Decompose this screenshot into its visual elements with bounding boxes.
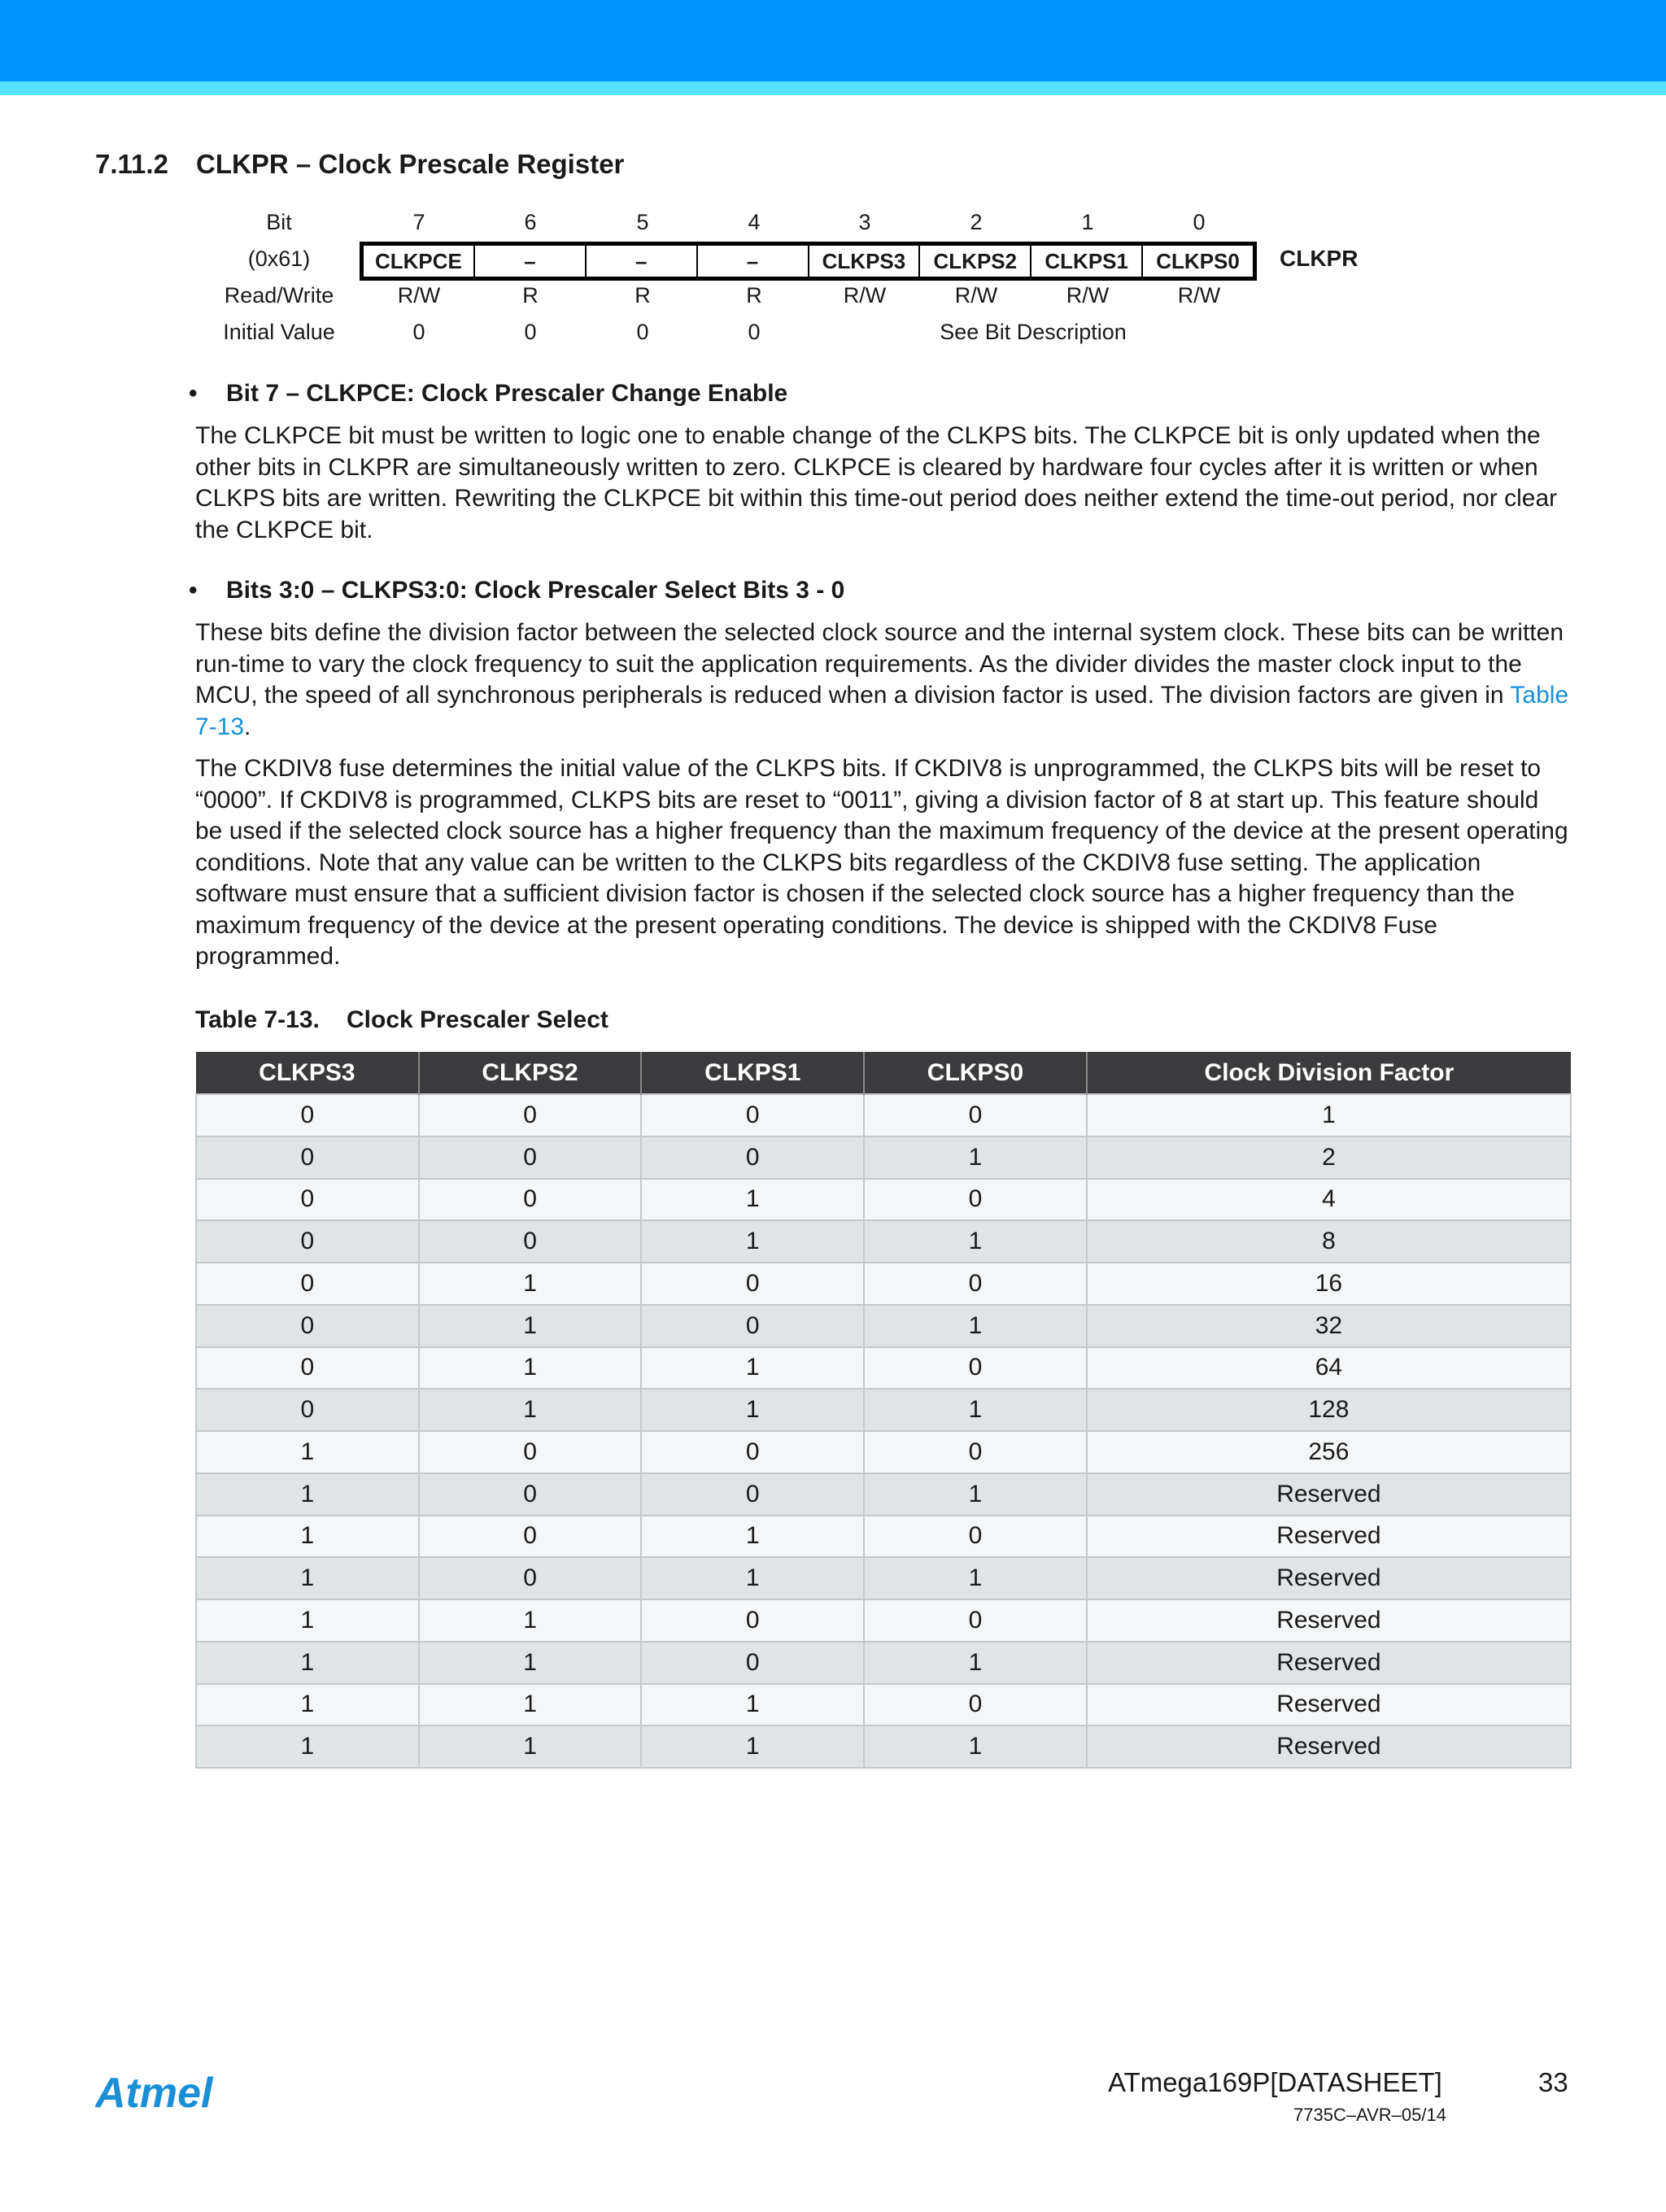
table-row <box>196 1431 1571 1473</box>
table-cell: 0 <box>419 1137 642 1179</box>
ckdiv8-description: The CKDIV8 fuse determines the initial value of the CLKPS bits. If CKDIV8 is unprogrammed, the CLKPS bits will be reset to “0000”. If CKDIV8 is programmed, CLKPS bits are reset to “0011”, giving a division factor of 8 at start up. This feature should be used if the selected clock source has a higher frequency than the maximum frequency of the device at the present operating conditions. Note that any value can be written to the CLKPS bits regardless of the CKDIV8 fuse setting. The application software must ensure that a sufficient division factor is chosen if the selected clock source has a higher frequency than the maximum frequency of the device at the present operating conditions. The device is shipped with the CKDIV8 Fuse programmed. <box>195 755 1568 970</box>
bits30-description <box>195 617 1570 743</box>
header-stripe <box>0 81 1666 95</box>
table-cell: Reserved <box>1087 1726 1571 1768</box>
prescaler-table <box>195 1052 1572 1769</box>
bit-number: 3 <box>858 210 871 234</box>
table-cell: 0 <box>864 1431 1087 1473</box>
bit7-description: The CLKPCE bit must be written to logic one to enable change of the CLKPS bits. The CLKPCE bit is only updated when the other bits in CLKPR are simultaneously written to zero. CLKPCE is cleared by hardware four cycles after it is written or when CLKPS bits are written. Rewriting the CLKPCE bit within this time-out period does neither extend the time-out period, nor clear the CLKPCE bit. <box>195 422 1558 543</box>
initial-value: 0 <box>412 320 425 344</box>
table-cell: 0 <box>641 1094 864 1137</box>
table-link[interactable]: Table 7-13 <box>195 682 1569 740</box>
logo-text: Atmel <box>95 2070 213 2115</box>
table-cell: 0 <box>196 1347 419 1390</box>
table-cell: 1 <box>864 1473 1087 1516</box>
table-cell: 0 <box>641 1642 864 1684</box>
atmel-logo <box>95 2066 242 2115</box>
table-row <box>196 1726 1571 1768</box>
bit-number: 6 <box>524 210 537 234</box>
table-cell: 4 <box>1087 1179 1571 1221</box>
bit-number: 7 <box>412 210 425 234</box>
table-cell: 0 <box>419 1220 642 1263</box>
table-cell: 0 <box>419 1516 642 1558</box>
table-title: Clock Prescaler Select <box>347 1006 608 1033</box>
access-value: R <box>746 283 762 308</box>
field-reserved: – <box>587 246 698 277</box>
bullet: • <box>189 380 198 407</box>
table-cell: 1 <box>196 1557 419 1599</box>
access-value: R/W <box>1177 283 1221 308</box>
table-cell: 0 <box>196 1305 419 1347</box>
table-cell: 1 <box>641 1179 864 1221</box>
table-cell: 1 <box>419 1726 642 1768</box>
table-cell: 256 <box>1087 1431 1571 1473</box>
table-cell: 0 <box>641 1473 864 1516</box>
table-cell: 1 <box>864 1220 1087 1263</box>
table-cell: 0 <box>864 1263 1087 1305</box>
bit-row-label: Bit <box>266 210 292 234</box>
table-row <box>196 1642 1571 1684</box>
bit-number: 1 <box>1081 210 1094 234</box>
bits30-text-end: . <box>244 713 251 740</box>
bits30-heading-text: Bits 3:0 – CLKPS3:0: Clock Prescaler Select Bits 3 - 0 <box>226 577 845 604</box>
table-cell: 0 <box>196 1094 419 1137</box>
table-cell: 0 <box>196 1137 419 1179</box>
field-reserved: – <box>475 246 587 277</box>
field-clkps2: CLKPS2 <box>920 246 1031 277</box>
table-cell: 1 <box>864 1726 1087 1768</box>
table-cell: 16 <box>1087 1263 1571 1305</box>
table-cell: Reserved <box>1087 1642 1571 1684</box>
table-row <box>196 1684 1571 1726</box>
table-cell: 0 <box>641 1263 864 1305</box>
table-cell: 1 <box>196 1684 419 1726</box>
table-cell: 1 <box>419 1684 642 1726</box>
table-row <box>196 1347 1571 1390</box>
column-header: Clock Division Factor <box>1087 1052 1571 1094</box>
table-row <box>196 1094 1571 1137</box>
field-clkpce: CLKPCE <box>364 246 475 277</box>
table-row <box>196 1137 1571 1179</box>
table-cell: 0 <box>641 1431 864 1473</box>
table-cell: 8 <box>1087 1220 1571 1263</box>
table-cell: 1 <box>864 1389 1087 1431</box>
column-header: CLKPS0 <box>864 1052 1087 1094</box>
table-cell: 0 <box>419 1557 642 1599</box>
table-cell: 0 <box>641 1137 864 1179</box>
bit-number: 0 <box>1193 210 1206 234</box>
header-band <box>0 0 1666 81</box>
table-cell: 1 <box>641 1684 864 1726</box>
table-cell: 1 <box>641 1347 864 1390</box>
initial-value: 0 <box>748 320 761 344</box>
table-cell: 1 <box>864 1642 1087 1684</box>
table-cell: 0 <box>196 1220 419 1263</box>
access-value: R/W <box>1066 283 1110 308</box>
access-value: R/W <box>843 283 887 308</box>
table-cell: 0 <box>196 1389 419 1431</box>
table-cell: 0 <box>419 1473 642 1516</box>
table-cell: Reserved <box>1087 1599 1571 1642</box>
table-caption <box>195 1006 608 1034</box>
table-row <box>196 1516 1571 1558</box>
bit7-heading <box>189 380 787 408</box>
address-label: (0x61) <box>247 247 311 271</box>
table-cell: 1 <box>419 1263 642 1305</box>
table-cell: 0 <box>196 1179 419 1221</box>
table-cell: Reserved <box>1087 1516 1571 1558</box>
table-cell: 0 <box>641 1305 864 1347</box>
bit7-heading-text: Bit 7 – CLKPCE: Clock Prescaler Change Enable <box>226 380 788 407</box>
table-cell: 1 <box>864 1557 1087 1599</box>
section-number: 7.11.2 <box>95 149 168 179</box>
access-value: R <box>635 283 651 308</box>
table-cell: 1 <box>196 1516 419 1558</box>
table-cell: 1 <box>641 1389 864 1431</box>
footer-doc-code: 7735C–AVR–05/14 <box>1293 2105 1446 2125</box>
initial-value-note: See Bit Description <box>940 320 1127 344</box>
bit-number: 2 <box>970 210 983 234</box>
bit-number: 4 <box>748 210 761 234</box>
access-value: R/W <box>954 283 998 308</box>
table-cell: 0 <box>864 1516 1087 1558</box>
table-cell: Reserved <box>1087 1557 1571 1599</box>
footer-doc-title: ATmega169P[DATASHEET] <box>1108 2067 1442 2097</box>
table-cell: 0 <box>864 1684 1087 1726</box>
table-cell: 1 <box>641 1726 864 1768</box>
table-cell: 1 <box>419 1305 642 1347</box>
column-header: CLKPS3 <box>196 1052 419 1094</box>
table-cell: 0 <box>864 1094 1087 1137</box>
register-name: CLKPR <box>1280 246 1359 271</box>
section-title: CLKPR – Clock Prescale Register <box>196 149 625 179</box>
bit-number: 5 <box>636 210 649 234</box>
table-row <box>196 1220 1571 1263</box>
table-cell: 1 <box>641 1516 864 1558</box>
table-cell: 1 <box>864 1137 1087 1179</box>
table-cell: 32 <box>1087 1305 1571 1347</box>
table-cell: 0 <box>419 1431 642 1473</box>
table-cell: 1 <box>196 1599 419 1642</box>
table-cell: 0 <box>196 1263 419 1305</box>
table-cell: 1 <box>196 1431 419 1473</box>
table-cell: Reserved <box>1087 1684 1571 1726</box>
table-cell: 2 <box>1087 1137 1571 1179</box>
table-row <box>196 1599 1571 1642</box>
table-cell: 1 <box>419 1599 642 1642</box>
access-value: R <box>522 283 539 308</box>
column-header: CLKPS1 <box>641 1052 864 1094</box>
field-clkps0: CLKPS0 <box>1156 248 1240 273</box>
table-cell: 0 <box>864 1179 1087 1221</box>
table-cell: Reserved <box>1087 1473 1571 1516</box>
table-cell: 1 <box>419 1642 642 1684</box>
table-cell: 1 <box>196 1726 419 1768</box>
table-cell: 1 <box>1087 1094 1571 1137</box>
bits30-heading <box>189 577 844 604</box>
initial-value-label: Initial Value <box>223 320 335 344</box>
register-fields <box>360 242 1257 281</box>
initial-value: 0 <box>524 320 537 344</box>
table-cell: 0 <box>641 1599 864 1642</box>
table-cell: 1 <box>196 1642 419 1684</box>
table-cell: 0 <box>419 1179 642 1221</box>
table-cell: 1 <box>419 1389 642 1431</box>
column-header: CLKPS2 <box>419 1052 642 1094</box>
read-write-label: Read/Write <box>224 283 334 308</box>
table-header-row <box>196 1052 1571 1094</box>
field-reserved: – <box>698 246 809 277</box>
bullet: • <box>189 577 198 604</box>
table-cell: 128 <box>1087 1389 1571 1431</box>
table-row <box>196 1263 1571 1305</box>
table-row <box>196 1473 1571 1516</box>
table-row <box>196 1179 1571 1221</box>
page-number: 33 <box>1538 2067 1568 2097</box>
table-cell: 1 <box>864 1305 1087 1347</box>
initial-value: 0 <box>636 320 649 344</box>
table-cell: 1 <box>641 1220 864 1263</box>
table-cell: 0 <box>864 1347 1087 1390</box>
access-value: R/W <box>397 283 441 308</box>
field-clkps1: CLKPS1 <box>1031 246 1143 277</box>
table-row <box>196 1557 1571 1599</box>
table-cell: 0 <box>419 1094 642 1137</box>
table-cell: 0 <box>864 1599 1087 1642</box>
table-row <box>196 1305 1571 1347</box>
table-cell: 1 <box>641 1557 864 1599</box>
bits30-text: These bits define the division factor between the selected clock source and the internal system clock. These bits can be written run-time to vary the clock frequency to suit the application requirements. As the divider divides the master clock input to the MCU, the speed of all synchronous peripherals is reduced when a division factor is used. The division factors are given in <box>195 619 1564 709</box>
table-cell: 64 <box>1087 1347 1571 1390</box>
section-heading <box>95 149 624 180</box>
field-clkps3: CLKPS3 <box>809 246 921 277</box>
table-cell: 1 <box>196 1473 419 1516</box>
table-row <box>196 1389 1571 1431</box>
table-number: Table 7-13. <box>195 1006 320 1033</box>
table-cell: 1 <box>419 1347 642 1390</box>
